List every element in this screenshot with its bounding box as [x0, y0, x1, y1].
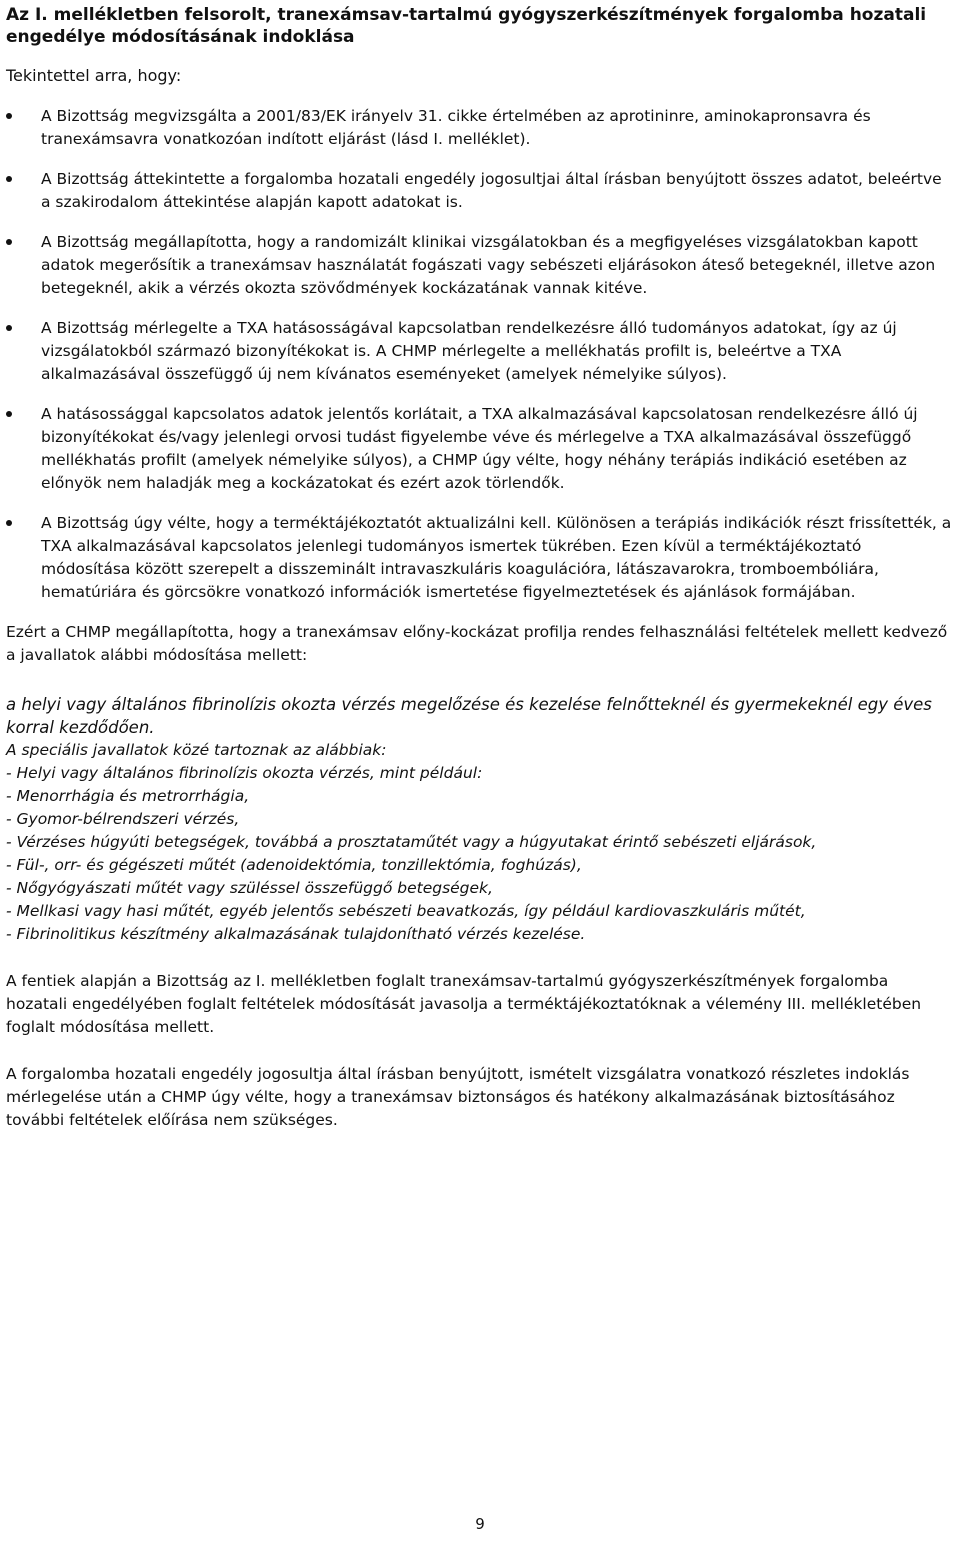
bullet-icon: [6, 520, 12, 526]
final-paragraph: A forgalomba hozatali engedély jogosultja által írásban benyújtott, ismételt vizsgálatra vonatkozó részletes indoklás mérlegelése után a CHMP úgy vélte, hogy a tranexámsav biztonságos és hatékony alkalmazásának biztosításához további feltételek előírása nem szükséges.: [6, 1065, 910, 1129]
bullet-icon: [6, 239, 12, 245]
considerations-list: [6, 105, 954, 604]
list-item-text: A Bizottság mérlegelte a TXA hatásosságával kapcsolatban rendelkezésre álló tudományos adatokat, így az új vizsgálatokból származó bizonyítékokat is. A CHMP mérlegelte a mellékhatás profilt is, beleértve a TXA alkalmazásával összefüggő új nem kívánatos eseményeket (amelyek némelyike súlyos).: [41, 319, 897, 383]
bullet-icon: [6, 113, 12, 119]
page-number: 9: [475, 1515, 485, 1533]
indication-line: - Nőgyógyászati műtét vagy szüléssel összefüggő betegségek,: [6, 879, 493, 897]
indication-line: - Gyomor-bélrendszeri vérzés,: [6, 810, 240, 828]
list-item: [6, 168, 954, 214]
list-item: [6, 512, 954, 604]
indication-line: - Fibrinolitikus készítmény alkalmazásának tulajdonítható vérzés kezelése.: [6, 925, 586, 943]
indication-line: - Menorrhágia és metrorrhágia,: [6, 787, 250, 805]
list-item: [6, 105, 954, 151]
list-item: [6, 317, 954, 386]
document-page: [6, 0, 954, 1132]
list-item-text: A Bizottság megállapította, hogy a randomizált klinikai vizsgálatokban és a megfigyeléses vizsgálatokban kapott adatok megerősítik a tranexámsav használatát fogászati vagy sebészeti eljárásokon áteső betegeknél, illetve azon betegeknél, akik a vérzés okozta szövődmények kockázatának vannak kitéve.: [41, 233, 936, 297]
page-title: Az I. mellékletben felsorolt, tranexámsav-tartalmú gyógyszerkészítmények forgalomba hozatali engedélye módosításának indoklása: [6, 5, 927, 47]
list-item-text: A Bizottság megvizsgálta a 2001/83/EK irányelv 31. cikke értelmében az aprotininre, aminokapronsavra és tranexámsavra vonatkozóan indított eljárást (lásd I. melléklet).: [41, 107, 871, 148]
recommendation-paragraph: A fentiek alapján a Bizottság az I. mellékletben foglalt tranexámsav-tartalmú gyógyszerkészítmények forgalomba hozatali engedélyében foglalt feltételek módosítását javasolja a terméktájékoztatóknak a vélemény III. mellékletében foglalt módosítása mellett.: [6, 972, 922, 1036]
intro-text: Tekintettel arra, hogy:: [6, 66, 182, 85]
indication-line: - Fül-, orr- és gégészeti műtét (adenoidektómia, tonzillektómia, foghúzás),: [6, 856, 582, 874]
indication-line: - Mellkasi vagy hasi műtét, egyéb jelentős sebészeti beavatkozás, így például kardiovaszkuláris műtét,: [6, 902, 806, 920]
list-item: [6, 403, 954, 495]
list-item-text: A Bizottság úgy vélte, hogy a terméktájékoztatót aktualizálni kell. Különösen a terápiás indikációk részt frissítették, a TXA alkalmazásával kapcsolatos jelenlegi tudományos ismertek tükrében. Ezen kívül a terméktájékoztató módosítása között szerepelt a disszeminált intravaszkuláris koagulációra, látászavarokra, tromboembóliára, hematúriára és görcsökre vonatkozó információk ismertetése figyelmeztetések és ajánlások formájában.: [41, 514, 952, 601]
indication-line: A speciális javallatok közé tartoznak az alábbiak:: [6, 741, 387, 759]
indication-block: [6, 693, 954, 946]
bullet-icon: [6, 411, 12, 417]
indication-lead: a helyi vagy általános fibrinolízis okozta vérzés megelőzése és kezelése felnőtteknél és gyermekeknél egy éves korral kezdődően.: [6, 695, 932, 737]
bullet-icon: [6, 325, 12, 331]
list-item-text: A hatásossággal kapcsolatos adatok jelentős korlátait, a TXA alkalmazásával kapcsolatosan rendelkezésre álló új bizonyítékokat és/vagy jelenlegi orvosi tudást figyelembe véve és mérlegelve a TXA alkalmazásával összefüggő mellékhatás profilt (amelyek némelyike súlyos), a CHMP úgy vélte, hogy néhány terápiás indikáció esetében az előnyök nem haladják meg a kockázatokat és ezért azok törlendők.: [41, 405, 918, 492]
list-item: [6, 231, 954, 300]
bullet-icon: [6, 176, 12, 182]
conclusion-paragraph: Ezért a CHMP megállapította, hogy a tranexámsav előny-kockázat profilja rendes felhasználási feltételek mellett kedvező a javallatok alábbi módosítása mellett:: [6, 623, 948, 664]
indication-line: - Vérzéses húgyúti betegségek, továbbá a prosztataműtét vagy a húgyutakat érintő sebészeti eljárások,: [6, 833, 817, 851]
indication-line: - Helyi vagy általános fibrinolízis okozta vérzés, mint például:: [6, 764, 483, 782]
list-item-text: A Bizottság áttekintette a forgalomba hozatali engedély jogosultjai által írásban benyújtott összes adatot, beleértve a szakirodalom áttekintése alapján kapott adatokat is.: [41, 170, 942, 211]
